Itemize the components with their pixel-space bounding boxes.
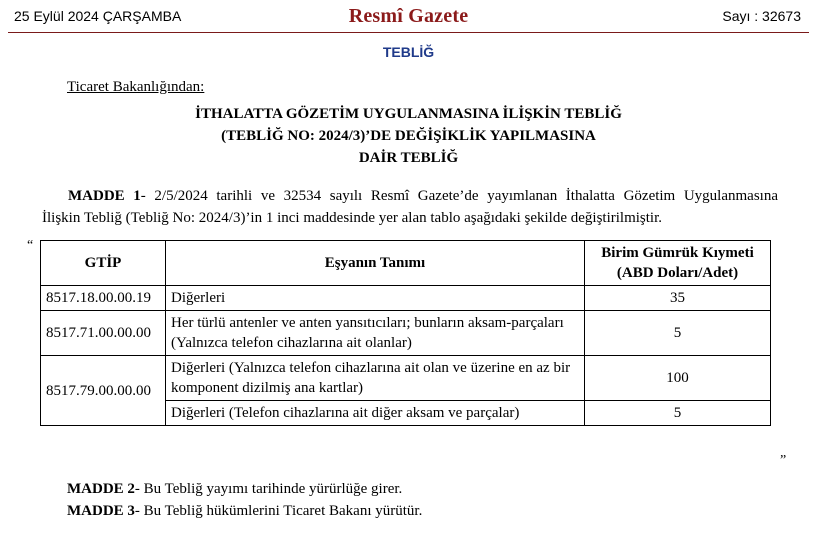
goods-description: Diğerleri (Yalnızca telefon cihazlarına ait olan ve üzerine en az bir komponent dizilmiş ana kartlar) <box>166 356 585 401</box>
gtip-code: 8517.79.00.00.00 <box>41 356 166 426</box>
unit-value: 5 <box>585 401 771 426</box>
opening-quote: “ <box>27 238 34 253</box>
goods-description: Diğerleri <box>166 286 585 311</box>
article-2-label: MADDE 2 <box>67 481 135 497</box>
header-divider <box>8 32 809 33</box>
header-unit-value <box>585 241 771 286</box>
article-1 <box>42 185 778 229</box>
gtip-code: 8517.18.00.00.19 <box>41 286 166 311</box>
gazette-title: Resmî Gazete <box>348 5 469 27</box>
customs-value-table <box>40 240 771 426</box>
article-3-text: - Bu Tebliğ hükümlerini Ticaret Bakanı yürütür. <box>134 503 423 519</box>
closing-quote: ” <box>780 453 787 468</box>
header-unit-value-line-1: Birim Gümrük Kıymeti <box>601 245 754 261</box>
goods-description: Her türlü antenler ve anten yansıtıcıları; bunların aksam-parçaları (Yalnızca telefon cihazlarına ait olanlar) <box>166 311 585 356</box>
header-unit-value-line-2: (ABD Doları/Adet) <box>616 265 739 281</box>
table-row <box>41 311 771 356</box>
gazette-issue-number: Sayı : 32673 <box>722 8 801 24</box>
goods-description: Diğerleri (Telefon cihazlarına ait diğer aksam ve parçalar) <box>166 401 585 426</box>
section-heading: TEBLİĞ <box>382 44 435 60</box>
article-2-text: - Bu Tebliğ yayımı tarihinde yürürlüğe girer. <box>134 481 403 497</box>
unit-value: 35 <box>585 286 771 311</box>
header-description: Eşyanın Tanımı <box>166 241 585 286</box>
article-1-text-2: İlişkin Tebliğ (Tebliğ No: 2024/3)’in 1 inci maddesinde yer alan tablo aşağıdaki şekilde değiştirilmiştir. <box>42 210 663 226</box>
gtip-code: 8517.71.00.00.00 <box>41 311 166 356</box>
document-title-line-3: DAİR TEBLİĞ <box>358 150 459 166</box>
unit-value: 5 <box>585 311 771 356</box>
gazette-date: 25 Eylül 2024 ÇARŞAMBA <box>14 8 182 24</box>
table-row <box>41 286 771 311</box>
article-1-label: MADDE 1 <box>68 188 141 204</box>
document-title-line-2: (TEBLİĞ NO: 2024/3)’DE DEĞİŞİKLİK YAPILMASINA <box>221 128 596 144</box>
article-1-line-1 <box>42 185 778 207</box>
article-3 <box>67 503 422 520</box>
header-gtip: GTİP <box>41 241 166 286</box>
document-title-line-1: İTHALATTA GÖZETİM UYGULANMASINA İLİŞKİN TEBLİĞ <box>195 106 622 122</box>
table-header-row <box>41 241 771 286</box>
document-title <box>0 103 817 169</box>
article-1-text-1: - 2/5/2024 tarihli ve 32534 sayılı Resmî Gazete’de yayımlanan İthalatta Gözetim Uygulanmasına <box>140 188 778 204</box>
table-row <box>41 356 771 401</box>
ministry-name: Ticaret Bakanlığından: <box>67 79 205 95</box>
article-3-label: MADDE 3 <box>67 503 135 519</box>
article-2 <box>67 481 402 498</box>
unit-value: 100 <box>585 356 771 401</box>
